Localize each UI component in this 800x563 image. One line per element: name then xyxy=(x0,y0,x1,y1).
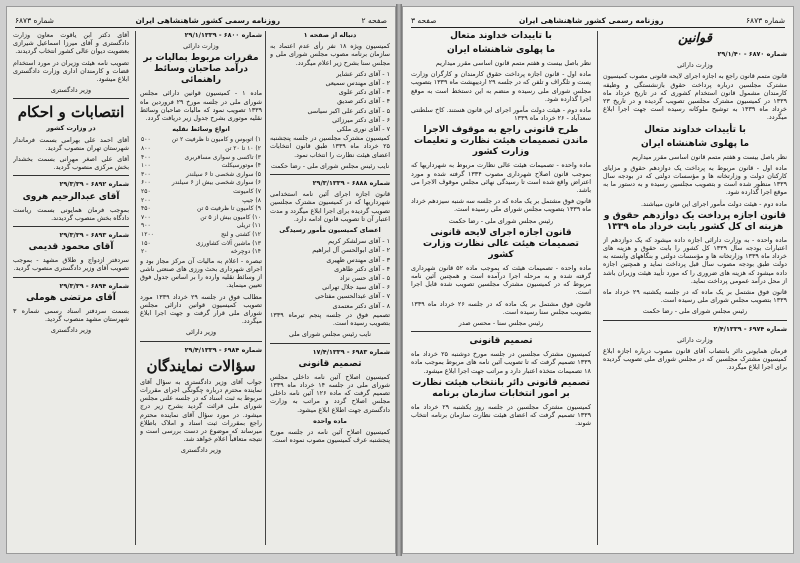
vehicle-type-cell: ۴) موتورسیکلت xyxy=(221,162,261,170)
article-body: ماده دوم - هیئت دولت مأمور اجرای این قانون هستند. کاخ سلطنتی سعدآباد - ۲۶ خرداد ماه ۱۳۳۹ xyxy=(411,106,591,123)
gazette-name-left: روزنامه رسمی کشور شاهنشاهی ایران xyxy=(135,15,281,25)
signature: نایب رئیس مجلس شورای ملی - رضا حکمت xyxy=(270,161,390,170)
vehicle-type-cell: ۱۲) کشتی و لنج xyxy=(221,230,261,238)
article-body: ماده واحده - به وزارت دارائی اجازه داده میشود که یک دوازدهم از اعتبارات بودجه سال ۱۳۳۹ کل کشور را بابت حقوق و هزینه های خرداد ماه ۱۳۳۹ وزارتخانه ها و مؤسسات دولتی و بنگاههای وابسته به دولت طبق بودجه مصوب سال قبل پرداخت نماید و همچنین اجازه داده میشود که هزینه های ضروری را که مورد تأیید هیئت وزیران باشد از محل درآمد عمومی پرداخت نماید. xyxy=(603,235,787,285)
column-rule xyxy=(597,31,598,545)
issue-number: شماره ۶۸۹۴ - ۲۹/۳/۳۹ xyxy=(59,281,129,290)
article-body: سردفتر ازدواج و طلاق مشهد - بموجب تصویب آقای وزیر دادگستری منصوب گردید. xyxy=(13,256,129,273)
article-body: قانون فوق مشتمل بر یک ماده که در جلسه ۲۶ خرداد ماه ۱۳۳۹ بتصویب مجلس سنا رسیده است. xyxy=(411,299,591,316)
tax-amount-cell: ۳۰۰ xyxy=(141,170,151,178)
right-page xyxy=(402,6,794,554)
article-body: کمیسیون اصلاح آئین نامه در جلسه مورخ پنجشنبه عرف کمیسیون مصوب نموده است. xyxy=(270,427,390,445)
list-item: ۴ - آقای دکتر طاهری xyxy=(334,264,390,273)
list-item: ۸ - آقای دکتر معتمدی xyxy=(332,301,390,310)
list-item: ۵ - آقای دکتر علی اکبر سیاسی xyxy=(307,106,390,115)
list-item: آقای علی اصغر مهرانی بسمت بخشدار بخش مرکزی منصوب گردید. xyxy=(13,155,129,172)
left-page-column-1 xyxy=(270,31,390,547)
divider xyxy=(13,226,129,227)
article-body: ماده ۱ - کمیسیون قوانین دارائی مجلس شورای ملی در جلسه مورخ ۲۹ فروردین ماه ۱۳۳۹ تصویب نمود که مالیات صاحبان وسائط نقلیه موتوری بشرح جدول زیر دریافت گردد. xyxy=(140,89,262,123)
issue-number: شماره ۶۹۸۳ - ۱۷/۴/۱۳۳۹ xyxy=(312,347,390,356)
tax-amount-cell: ۵۰۰ xyxy=(141,136,151,144)
tax-amount-cell: ۴۵۰ xyxy=(141,205,151,213)
divider xyxy=(411,331,591,332)
order-line: نظر باصل بیست و هفتم متمم قانون اساسی مقرر میداریم xyxy=(631,152,787,161)
appointments-heading: انتصابات و احکام xyxy=(17,103,125,122)
table-row xyxy=(140,188,262,197)
tax-amount-cell: ۲۵۰ xyxy=(141,187,151,195)
tax-amount-cell: ۴۰۰ xyxy=(141,153,151,161)
person-name: آقای محمود قدیمی xyxy=(28,242,114,253)
divider xyxy=(13,175,129,176)
tax-amount-cell: ۲۰۰ xyxy=(141,196,151,204)
right-page-header xyxy=(411,13,785,28)
article-body: آقای دکتر ابن یاقوت معاون وزارت دادگستری و آقای میرزا اسماعیل شیرازی بعضویت دیوان عالی کشور انتخاب گردیدند. xyxy=(13,31,129,56)
signature: رئیس مجلس شورای ملی - رضا حکمت xyxy=(448,216,554,225)
divider xyxy=(270,343,390,344)
tax-amount-cell: ۸۰۰ xyxy=(141,145,151,153)
table-row xyxy=(140,145,262,154)
vehicle-type-cell: ۹) کامیون تا ظرفیت ۵ تن xyxy=(197,205,261,213)
law-heading: طرح قانونی راجع به موقوف الاجرا ماندن تصمیمات هیئت نظارت و تعلیمات وزارت کشور xyxy=(413,125,588,158)
section-heading: اعضای کمیسیون مأمور رسیدگی xyxy=(279,226,381,235)
signature: وزیر دادگستری xyxy=(50,326,92,335)
royal-title: ما پهلوی شاهنشاه ایران xyxy=(446,45,556,55)
list-item: ۱ - آقای سرلشکر کریم xyxy=(328,237,390,246)
table-row xyxy=(140,214,262,223)
vehicle-type-cell: ۳) تاکسی و سواری مسافربری xyxy=(184,153,261,161)
laws-masthead: قوانین xyxy=(678,31,712,46)
table-row xyxy=(140,231,262,240)
left-page-column-2 xyxy=(140,31,262,547)
law-heading: تصمیم قانونی xyxy=(469,336,533,347)
law-heading: قانون اجازه اجرای لایحه قانونی تصمیمات هیئت عالی نظارت وزارت کشور xyxy=(423,227,579,260)
article-body: بموجب فرمان همایونی بسمت ریاست دادگاه بخش منصوب گردیدند. xyxy=(13,205,129,222)
divider xyxy=(13,98,129,99)
article-body: بسمت سردفتر اسناد رسمی شماره ۳ شهرستان مشهد منصوب گردید. xyxy=(13,306,129,324)
table-row xyxy=(140,179,262,188)
table-row xyxy=(140,240,262,249)
article-body: جواب آقای وزیر دادگستری به سؤال آقای نماینده محترم درباره چگونگی اجرای مقررات مربوط به ثبت اسناد که در جلسه علنی مجلس شورای ملی قرائت گردید بشرح زیر درج میشود. در مورد سؤال آقای نماینده محترم راجع بمقررات ثبت اسناد و املاک باطلاع میرساند که موضوع در دست بررسی است و نتیجه متعاقباً اعلام خواهد شد. xyxy=(140,377,262,444)
ministry-name: وزارت دارائی xyxy=(677,61,713,70)
article-body: قانون اجازه اجرای آئین نامه استخدامی شهرداریها که در کمیسیون مشترک مجلسین تصویب گردیده برای اجرا ابلاغ میگردد و مدت اعتبار آن تا تصویب قانون ادامه دارد. xyxy=(270,190,390,223)
questions-heading: سؤالات نمایندگان xyxy=(146,356,256,375)
tax-amount-cell: ۱۲۰۰ xyxy=(141,230,154,238)
list-item: ۳ - آقای مهندس ظهیری xyxy=(326,255,390,264)
divider xyxy=(603,320,787,321)
vehicle-type-cell: ۶) سواری شخصی بیش از ۶ سیلندر xyxy=(171,179,261,187)
order-line: نظر باصل بیست و هفتم متمم قانون اساسی مقرر میداریم xyxy=(435,59,591,67)
signature: وزیر دادگستری xyxy=(50,86,92,95)
left-issue-number: شماره ۶۸۷۳ xyxy=(15,15,54,25)
issue-number: شماره ۶۹۷۴ - ۲/۴/۱۳۳۹ xyxy=(713,324,787,333)
ministry-name: وزارت دارائی xyxy=(183,42,219,51)
article-body: کمیسیون مشترک مجلسین در جلسه روز یکشنبه ۲۹ خرداد ماه ۱۳۳۹ تصمیم گرفت که اعضای هیئت نظارت سازمان برنامه انتخاب شوند. xyxy=(411,402,591,428)
article-body: ماده اول - قانون اجازه پرداخت حقوق کارمندان و کارگران وزارت پست و تلگراف و تلفن که در جلسه ۲۹ اردیبهشت ماه ۱۳۳۹ بتصویب مجلس شورای ملی رسیده و منضم به این دستخط است به موقع اجرا گذارده شود. xyxy=(411,70,591,103)
table-row xyxy=(140,162,262,171)
commission-intro: کمیسیون ویژه ۱۸ نفر رأی عدم اعتماد به سازمان برنامه مصوب مجلس شورای ملی و مجلس سنا بشرح زیر اعلام میگردد. xyxy=(270,42,390,67)
person-name: آقای مرتضی هوملی xyxy=(26,292,116,303)
divider xyxy=(270,174,390,175)
vehicle-type-cell: ۱۳) ماشین آلات کشاورزی xyxy=(195,239,261,247)
right-page-column-1 xyxy=(603,31,787,547)
list-item: ۶ - آقای دکتر میرزائی xyxy=(332,115,390,124)
right-page-number: صفحه ۳ xyxy=(411,15,437,25)
list-item: ۳ - آقای دکتر علوی xyxy=(338,88,390,97)
person-name: آقای عبدالرحیم هروی xyxy=(22,191,120,202)
section-heading: تصمیم قانونی xyxy=(298,358,362,369)
article-body: ماده واحده - تصمیمات هیئت عالی نظارت مربوط به شهرداریها که بموجب قانون اصلاح شهرداری مصوب ۱۳۳۴ گرفته شده و مورد اعتراض واقع شده است تا رسیدگی نهائی مجلس موقوف الاجرا می باشد. xyxy=(411,161,591,195)
motto: با تأییدات خداوند متعال xyxy=(644,124,746,135)
table-row xyxy=(140,154,262,163)
article-body: قانون متمم قانون راجع به اجازه اجرای لایحه قانونی مصوب کمیسیون مشترک مجلسین درباره پرداخت حقوق بازنشستگی و وظیفه کارمندان مشمول قانون استخدام کشوری که در تاریخ خرداد ماه ۱۳۳۹ در کمیسیون مشترک مجلسین تصویب گردیده و در تاریخ ۲۳ خرداد ماه ۱۳۳۹ به توشیح ملوکانه رسیده است جهت اجرا ابلاغ میگردد. xyxy=(603,72,787,122)
article-body: کمیسیون مشترک مجلسین در جلسه مورخ دوشنبه ۲۵ خرداد ماه ۱۳۳۹ تصمیم گرفت که تا تصویب آئین نامه های مربوط بموجب ماده ۱۸ تصمیمات متخذه اعتبار دارد و مراتب جهت اجرا ابلاغ میشود. xyxy=(411,350,591,375)
table-title: انواع وسائط نقلیه xyxy=(172,125,230,134)
article-body: ماده دوم - هیئت دولت مأمور اجرای این قانون میباشند. xyxy=(641,199,787,208)
left-page xyxy=(6,6,396,554)
vehicle-type-cell: ۷) کامیونت xyxy=(233,187,261,195)
issue-number: شماره ۶۸۹۳ - ۲۹/۳/۳۹ xyxy=(59,231,129,240)
right-page-column-2 xyxy=(411,31,591,547)
issue-number: شماره ۶۸۹۲ - ۲۹/۳/۳۹ xyxy=(59,180,129,189)
tax-amount-cell: ۲۰ xyxy=(141,248,148,256)
law-heading: تصمیم قانونی دائر بانتخاب هیئت نظارت بر امور انتخابات سازمان برنامه xyxy=(412,377,590,399)
table-row xyxy=(140,197,262,206)
article-body: مطالب فوق در جلسه ۲۹ خرداد ۱۳۳۹ مورد تصویب کمیسیون قوانین دارائی مجلس شورای ملی قرار گرفت و جهت اجرا ابلاغ میگردد. xyxy=(140,292,262,326)
table-row xyxy=(140,222,262,231)
issue-number: شماره ۶۸۸۸ - ۲۹/۳/۱۳۳۹ xyxy=(312,179,390,188)
vehicle-type-cell: ۵) سواری شخصی تا ۶ سیلندر xyxy=(185,170,261,178)
tax-amount-cell: ۱۰۰ xyxy=(141,162,151,170)
column-rule xyxy=(135,31,136,545)
left-page-column-3 xyxy=(13,31,129,547)
article-body: تصمیم فوق در جلسه پنجم تیرماه ۱۳۳۹ بتصویب رسیده است. xyxy=(270,310,390,328)
section-heading: ماده واحده xyxy=(313,416,347,425)
article-body: تصویب نامه هیئت وزیران در مورد استخدام قضات و کارمندان اداری وزارت دادگستری ابلاغ میشود. xyxy=(13,58,129,84)
commission-note: کمیسیون مشترک مجلسین در جلسه پنجشنبه ۲۵ خرداد ماه ۱۳۳۹ طبق قانون انتخابات اعضای هیئت نظارت را انتخاب نمود. xyxy=(270,134,390,159)
signature: نایب رئیس مجلس شورای ملی xyxy=(288,330,372,339)
article-body: فرمان همایونی دائر بانتصاب آقای قانون مصوب درباره اجازه ابلاغ کمیسیون مشترک مجلسین که در مجلس شورای ملی تصویب گردیده برای اجرا ابلاغ میگردد. xyxy=(603,347,787,372)
continuation-heading: دنباله از صفحه ۱ xyxy=(303,31,357,39)
ministry-name: وزارت دارائی xyxy=(677,335,713,344)
royal-title: ما پهلوی شاهنشاه ایران xyxy=(640,138,750,149)
tax-table xyxy=(140,136,262,256)
issue-number: شماره ۶۹۸۴ - ۲۹/۴/۱۳۳۹ xyxy=(184,345,262,354)
right-issue-number: شماره ۶۸۷۳ xyxy=(746,15,785,25)
list-item: ۱ - آقای دکتر عشایر xyxy=(336,69,390,78)
signature: وزیر دادگستری xyxy=(180,446,222,455)
signature: رئیس مجلس سنا - محسن صدر xyxy=(458,319,544,328)
left-page-number: صفحه ۲ xyxy=(361,15,387,25)
vehicle-type-cell: ۸) جیپ xyxy=(242,196,261,204)
table-row xyxy=(140,136,262,145)
tax-amount-cell: ۱۵۰ xyxy=(141,239,151,247)
list-item: آقای احمد علی بهرامی بسمت فرماندار شهرستان تهران منصوب گردید. xyxy=(13,135,129,152)
vehicle-type-cell: ۱) اتوبوس و کامیون تا ظرفیت ۲ تن xyxy=(171,136,261,144)
divider xyxy=(13,277,129,278)
list-item: ۷ - آقای نوری ملکی xyxy=(336,125,390,134)
vehicle-type-cell: ۱۱) تریلی xyxy=(236,222,261,230)
list-item: ۲ - آقای مهندس سمیعی xyxy=(325,79,390,88)
section-heading: مقررات مربوط بمالیات بر درآمد صاحبان وسائط راهنمائی xyxy=(143,53,259,86)
column-rule xyxy=(265,31,266,545)
tax-amount-cell: ۶۰۰ xyxy=(141,179,151,187)
vehicle-type-cell: ۱۴) دوچرخه xyxy=(230,248,261,256)
article-body: قانون فوق مشتمل بر یک ماده که در جلسه یکشنبه ۲۹ خرداد ماه ۱۳۳۹ بتصویب مجلس شورای ملی رسیده است. xyxy=(603,288,787,305)
section-subheading: در وزارت کشور xyxy=(46,124,96,133)
signature: وزیر دارائی xyxy=(185,328,217,337)
signature: رئیس مجلس شورای ملی - رضا حکمت xyxy=(642,307,748,316)
article-body: قانون فوق مشتمل بر یک ماده که در جلسه سه شنبه سیزدهم خرداد ماه ۱۳۳۹ بتصویب مجلس شورای ملی رسیده است. xyxy=(411,197,591,214)
gazette-name-right: روزنامه رسمی کشور شاهنشاهی ایران xyxy=(518,15,664,25)
article-body: ماده واحده - تصمیمات هیئت که بموجب ماده ۵۲ قانون شهرداری گرفته شده و به مرحله اجرا درآمده است و همچنین آئین نامه مربوط که در کمیسیون مشترک مجلسین تصویب شده قابل اجرا است. xyxy=(411,263,591,297)
list-item: ۲ - آقای ابوالحسن آل ابراهیم xyxy=(312,246,390,255)
tax-amount-cell: ۹۰۰ xyxy=(141,222,151,230)
divider xyxy=(140,341,262,342)
table-row xyxy=(140,171,262,180)
issue-number: شماره ۶۸۰۰ - ۲۹/۱/۱۳۳۹ xyxy=(184,31,262,39)
list-item: ۵ - آقای حسن نزاد xyxy=(339,274,390,283)
list-item: ۴ - آقای دکتر صدیق xyxy=(337,97,390,106)
table-row xyxy=(140,248,262,257)
article-body: ماده اول - قانون مربوط به پرداخت یک دوازدهم حقوق و مزایای کارکنان دولت و وزارتخانه ها و مؤسسات دولتی که در بودجه سال ۱۳۳۹ منظور شده است و بتصویب مجلسین رسیده و به دستور ما به موقع اجرا گذارده شود. xyxy=(603,163,787,197)
list-item: ۷ - آقای عبدالحسین مفتاحی xyxy=(315,292,390,301)
list-item: ۶ - آقای سید جلال تهرانی xyxy=(322,283,390,292)
law-heading: قانون اجازه پرداخت یک دوازدهم حقوق و هزینه ای کل کشور بابت خرداد ماه ۱۳۳۹ xyxy=(603,210,787,232)
table-row xyxy=(140,205,262,214)
vehicle-type-cell: ۱۰) کامیون بیش از ۵ تن xyxy=(200,213,261,221)
tax-amount-cell: ۷۰۰ xyxy=(141,213,151,221)
article-body: کمیسیون اصلاح آئین نامه داخلی مجلس شورای ملی در جلسه ۱۴ خرداد ماه ۱۳۳۹ تصمیم گرفت که ماده ۱۲۶ آئین نامه داخلی مجلس اصلاح گردد و مراتب به وزارت دادگستری جهت اطلاع ابلاغ میشود. xyxy=(270,372,390,414)
motto: با تأییدات خداوند متعال xyxy=(450,31,552,41)
issue-number: شماره ۶۸۷۰ - ۲۹/۱/۴۰ xyxy=(717,50,787,58)
vehicle-type-cell: ۲) ۱۰ تا ۲۰ تن xyxy=(225,145,261,153)
left-page-header xyxy=(15,13,387,28)
table-note: تبصره - اعلام به مالیات آن مرکز مجاز بود و اجرای شهرداری بحث ورزی های صنعتی ناشی از وسائط نقلیه وارده را بر اساس جدول فوق تعیین مینماید. xyxy=(140,256,262,290)
